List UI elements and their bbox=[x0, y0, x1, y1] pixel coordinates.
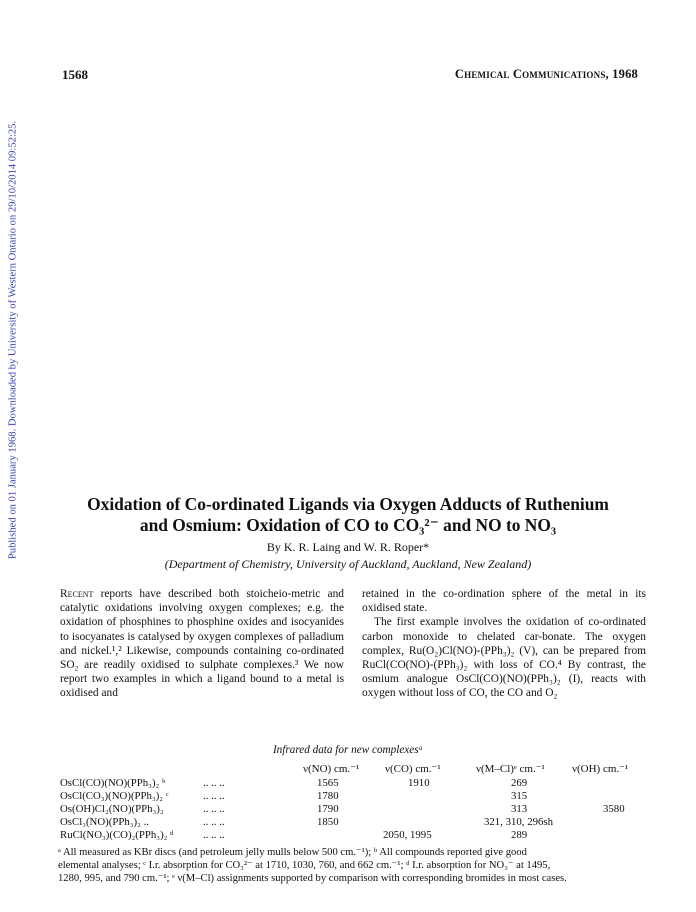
column-header-oh: ν(OH) cm.⁻¹ bbox=[572, 763, 629, 775]
compound-cell: RuCl(NO₃)(CO)₂(PPh₃)₂ ᵈ bbox=[60, 829, 174, 841]
no-cell: 1780 bbox=[317, 790, 339, 802]
leader-dots: .. .. .. bbox=[203, 829, 225, 841]
download-watermark bbox=[6, 110, 20, 570]
article-title-line-1: Oxidation of Co-ordinated Ligands via Oxygen Adducts of Ruthenium bbox=[87, 494, 609, 514]
compound-cell: OsCl(CO₃)(NO)(PPh₃)₂ ᶜ bbox=[60, 790, 169, 802]
body-left-column bbox=[60, 587, 344, 701]
journal-header: Chemical Communications, 1968 bbox=[454, 67, 638, 81]
table-row bbox=[60, 803, 656, 816]
body-right-column bbox=[362, 587, 646, 701]
mcl-cell: 269 bbox=[511, 777, 528, 789]
author-byline: By K. R. Laing and W. R. Roper* bbox=[266, 540, 430, 554]
leader-dots: .. .. .. bbox=[203, 816, 225, 828]
oh-cell: 3580 bbox=[603, 803, 625, 815]
co-cell: 2050, 1995 bbox=[383, 829, 432, 841]
compound-cell: Os(OH)Cl₂(NO)(PPh₃)₂ bbox=[60, 803, 164, 815]
mcl-cell: 289 bbox=[511, 829, 528, 841]
watermark-text: Published on 01 January 1968. Downloaded by University of Western Ontario on 29/10/2014 09:52:25. bbox=[7, 120, 19, 560]
mcl-cell: 315 bbox=[511, 790, 528, 802]
table-footnote-line-1: ᵃ All measured as KBr discs (and petroleum jelly mulls below 500 cm.⁻¹); ᵇ All compounds reported give good bbox=[58, 847, 527, 858]
no-cell: 1790 bbox=[317, 803, 339, 815]
mcl-cell: 313 bbox=[511, 803, 528, 815]
mcl-cell: 321, 310, 296sh bbox=[484, 816, 553, 828]
leader-dots: .. .. .. bbox=[203, 803, 225, 815]
compound-cell: OsCl₃(NO)(PPh₃)₂ .. bbox=[60, 816, 149, 828]
table-footnote-line-2: elemental analyses; ᶜ I.r. absorption for CO₃²⁻ at 1710, 1030, 760, and 662 cm.⁻¹; ᵈ I.r. absorption for NO₃⁻ at 1495, bbox=[58, 860, 551, 871]
leader-dots: .. .. .. bbox=[203, 777, 225, 789]
table-row bbox=[60, 816, 656, 829]
table-row bbox=[60, 777, 656, 790]
right-column-paragraph-2: The first example involves the oxidation of co-ordinated carbon monoxide to chelated car-bonate. The oxygen complex, Ru(O₂)Cl(NO)-(PPh₃)₂ (V), can be prepared from RuCl(CO(NO)-(PPh₃)₂ with loss of CO.⁴ By contrast, the osmium analogue OsCl(CO)(NO)(PPh₃)₂ (I), reacts with oxygen without loss of CO, the CO and O₂ bbox=[362, 616, 646, 700]
left-column-text: reports have described both stoicheio-metric and catalytic oxidations involving oxygen complexes; e.g. the oxidation of phosphines to phosphine oxides and isocyanides to isocyanates is catalysed by oxygen complexes of palladium and nickel.¹,² Likewise, compounds containing co-ordinated SO₂ are readily oxidised to sulphate complexes.³ We now report two examples in which a ligand bound to a metal is oxidised and bbox=[60, 588, 344, 700]
no-cell: 1850 bbox=[317, 816, 339, 828]
page-number: 1568 bbox=[62, 67, 88, 82]
co-cell: 1910 bbox=[408, 777, 430, 789]
table-row bbox=[60, 829, 656, 842]
table-caption: Infrared data for new complexesᵃ bbox=[272, 744, 424, 756]
table-row bbox=[60, 790, 656, 803]
column-header-mcl: ν(M–Cl)ᵉ cm.⁻¹ bbox=[476, 763, 545, 775]
affiliation: (Department of Chemistry, University of Auckland, Auckland, New Zealand) bbox=[164, 557, 532, 571]
column-header-no: ν(NO) cm.⁻¹ bbox=[303, 763, 360, 775]
right-column-paragraph-1: retained in the co-ordination sphere of the metal in its oxidised state. bbox=[362, 588, 646, 615]
no-cell: 1565 bbox=[317, 777, 339, 789]
compound-cell: OsCl(CO)(NO)(PPh₃)₂ ᵇ bbox=[60, 777, 166, 789]
article-title-line-2: and Osmium: Oxidation of CO to CO₃²⁻ and NO to NO₃ bbox=[139, 515, 557, 535]
column-header-co: ν(CO) cm.⁻¹ bbox=[385, 763, 441, 775]
leader-dots: .. .. .. bbox=[203, 790, 225, 802]
table-footnote-line-3: 1280, 995, and 790 cm.⁻¹; ᵉ ν(M–Cl) assignments supported by comparison with corresponding bromides in most cases. bbox=[58, 873, 567, 884]
lead-word: Recent bbox=[60, 588, 94, 600]
